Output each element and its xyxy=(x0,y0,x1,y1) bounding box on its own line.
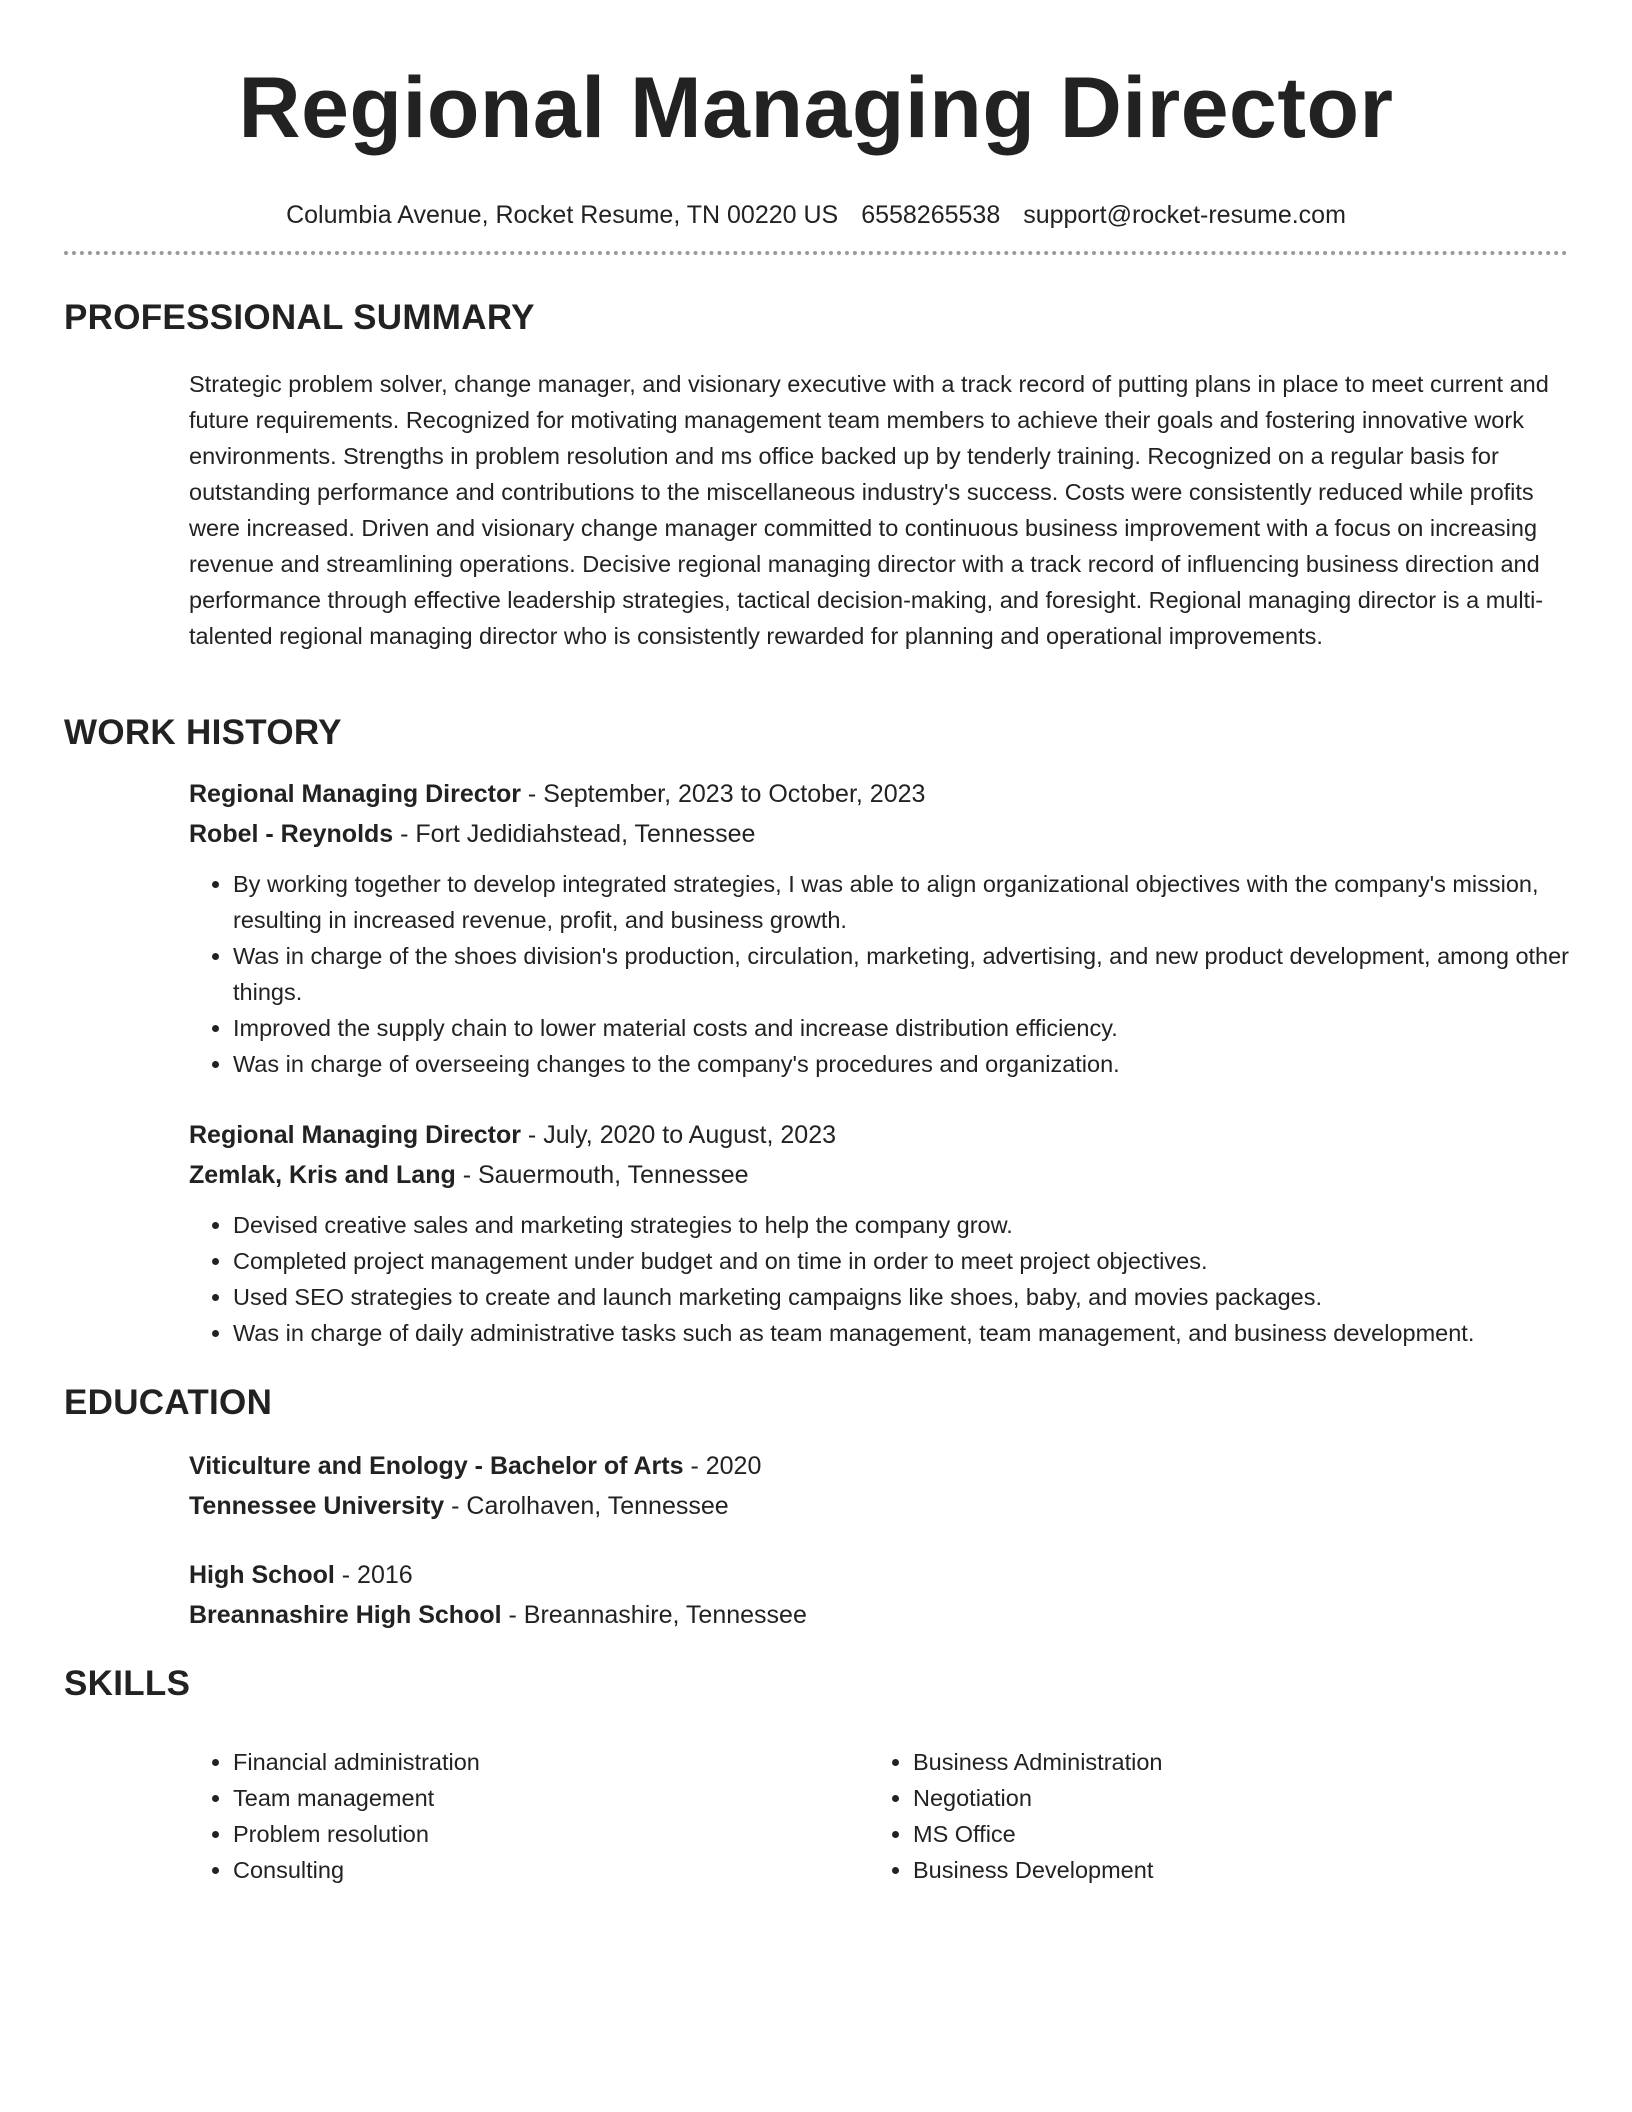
contact-email: support@rocket-resume.com xyxy=(1023,201,1346,229)
skills-heading: SKILLS xyxy=(64,1664,191,1703)
job-entry xyxy=(189,774,1569,1082)
education-school-line xyxy=(189,1595,1569,1635)
header-divider xyxy=(64,251,1568,255)
job-bullet: • Used SEO strategies to create and launch marketing campaigns like shoes, baby, and movies packages. xyxy=(233,1279,1569,1315)
contact-phone: 6558265538 xyxy=(861,201,1001,229)
job-bullet: • Completed project management under budget and on time in order to meet project objectives. xyxy=(233,1243,1569,1279)
resume-header xyxy=(64,58,1568,230)
education-entry xyxy=(189,1555,1569,1635)
job-bullet: • Was in charge of overseeing changes to the company's procedures and organization. xyxy=(233,1046,1569,1082)
contact-line xyxy=(64,200,1568,230)
education-year: - 2016 xyxy=(334,1561,413,1589)
skill-item: • Negotiation xyxy=(913,1780,1549,1816)
education-location: - Carolhaven, Tennessee xyxy=(444,1492,729,1520)
job-dates: - July, 2020 to August, 2023 xyxy=(520,1121,837,1149)
education-school: Tennessee University xyxy=(189,1492,445,1520)
job-company-line xyxy=(189,1155,1569,1195)
job-bullets xyxy=(189,866,1569,1082)
skill-item: • Financial administration xyxy=(233,1744,869,1780)
job-bullet: • Was in charge of daily administrative tasks such as team management, team management, and business development. xyxy=(233,1315,1569,1351)
education-degree: Viticulture and Enology - Bachelor of Arts xyxy=(189,1452,684,1480)
skills-list xyxy=(189,1744,1569,1888)
education-degree-line xyxy=(189,1446,1569,1486)
skill-item: • Team management xyxy=(233,1780,869,1816)
job-location: - Sauermouth, Tennessee xyxy=(455,1161,749,1189)
candidate-name: Regional Managing Director xyxy=(238,60,1394,156)
skill-item: • MS Office xyxy=(913,1816,1549,1852)
summary-heading: PROFESSIONAL SUMMARY xyxy=(64,298,535,337)
job-company-line xyxy=(189,814,1569,854)
job-bullets xyxy=(189,1207,1569,1351)
job-bullet: • Was in charge of the shoes division's production, circulation, marketing, advertising, and new product development, among other things. xyxy=(233,938,1569,1010)
job-bullet: • By working together to develop integrated strategies, I was able to align organizational objectives with the company's mission, resulting in increased revenue, profit, and business growth. xyxy=(233,866,1569,938)
education-year: - 2020 xyxy=(683,1452,762,1480)
job-title-line xyxy=(189,1115,1569,1155)
education-entry xyxy=(189,1446,1569,1526)
skill-item: • Problem resolution xyxy=(233,1816,869,1852)
education-school-line xyxy=(189,1486,1569,1526)
contact-address: Columbia Avenue, Rocket Resume, TN 00220 US xyxy=(286,201,839,229)
job-title: Regional Managing Director xyxy=(189,1121,521,1149)
work-history-heading: WORK HISTORY xyxy=(64,713,342,752)
job-company: Zemlak, Kris and Lang xyxy=(189,1161,456,1189)
education-heading: EDUCATION xyxy=(64,1383,273,1422)
job-entry xyxy=(189,1115,1569,1351)
job-location: - Fort Jedidiahstead, Tennessee xyxy=(393,820,756,848)
job-company: Robel - Reynolds xyxy=(189,820,394,848)
job-bullet: • Improved the supply chain to lower material costs and increase distribution efficiency. xyxy=(233,1010,1569,1046)
skills-column-left xyxy=(189,1744,869,1888)
summary-text: Strategic problem solver, change manager, and visionary executive with a track record of putting plans in place to meet current and future requirements. Recognized for motivating management team members to achieve their goals and fostering innovative work environments. Strengths in problem resolution and ms office backed up by tenderly training. Recognized on a regular basis for outstanding performance and contributions to the miscellaneous industry's success. Costs were consistently reduced while profits were increased. Driven and visionary change manager committed to continuous business improvement with a focus on increasing revenue and streamlining operations. Decisive regional managing director with a track record of influencing business direction and performance through effective leadership strategies, tactical decision-making, and foresight. Regional managing director is a multi-talented regional managing director who is consistently rewarded for planning and operational improvements. xyxy=(189,371,1549,649)
skill-item: • Business Development xyxy=(913,1852,1549,1888)
skills-column-right xyxy=(869,1744,1549,1888)
job-title: Regional Managing Director xyxy=(189,780,521,808)
job-title-line xyxy=(189,774,1569,814)
education-degree-line xyxy=(189,1555,1569,1595)
education-degree: High School xyxy=(189,1561,335,1589)
education-location: - Breannashire, Tennessee xyxy=(501,1601,807,1629)
job-dates: - September, 2023 to October, 2023 xyxy=(520,780,926,808)
skill-item: • Consulting xyxy=(233,1852,869,1888)
skill-item: • Business Administration xyxy=(913,1744,1549,1780)
education-school: Breannashire High School xyxy=(189,1601,502,1629)
job-bullet: • Devised creative sales and marketing strategies to help the company grow. xyxy=(233,1207,1569,1243)
